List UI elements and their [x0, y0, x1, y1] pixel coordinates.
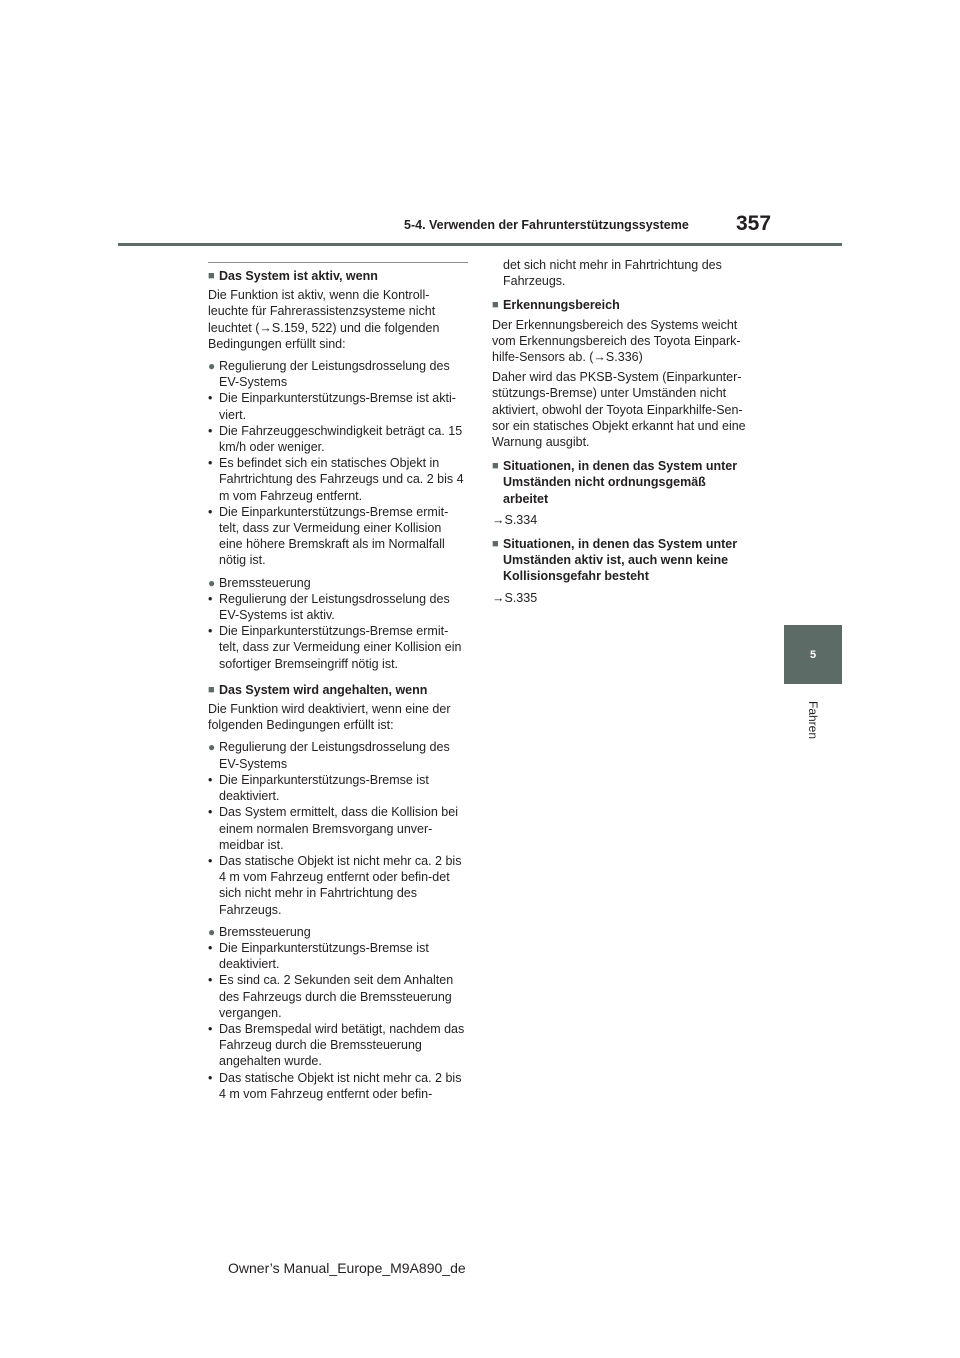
dot-bullet-icon: • [208, 391, 213, 406]
list-item [208, 423, 466, 455]
bullet-group-title-text: Bremssteuerung [219, 924, 311, 939]
dot-bullet-icon: • [208, 973, 213, 988]
bullet-group [208, 358, 466, 569]
sub-list [208, 390, 466, 568]
list-item-text: Die Einparkunterstützungs-Bremse ist akti-viert. [219, 391, 456, 422]
page-reference-link[interactable]: →S.335 [492, 590, 538, 605]
manual-id-footer: Owner’s Manual_Europe_M9A890_de [228, 1260, 466, 1276]
dot-bullet-icon: • [208, 1070, 213, 1085]
list-item-text: Das statische Objekt ist nicht mehr ca. 2 bis 4 m vom Fahrzeug entfernt oder befin- [219, 1070, 462, 1101]
list-item [208, 591, 466, 623]
square-bullet-icon: ■ [492, 538, 499, 551]
circle-bullet-icon: ● [208, 575, 216, 590]
section-heading-text: Das System wird angehalten, wenn [219, 682, 428, 697]
list-item-text: Die Einparkunterstützungs-Bremse ist deaktiviert. [219, 772, 429, 804]
dot-bullet-icon: • [208, 456, 213, 471]
section-heading [492, 297, 754, 313]
page-reference-link[interactable]: →S.334 [492, 512, 538, 527]
bullet-group-title-text: Regulierung der Leistungsdrosselung des EV-Systems [219, 740, 450, 771]
section-heading [208, 268, 466, 284]
list-item [208, 390, 466, 422]
list-item-text: Die Einparkunterstützungs-Bremse ermit-telt, dass zur Vermeidung einer Kollision ein sofortiger Bremseingriff nötig ist. [219, 624, 462, 671]
list-item-text: Die Einparkunterstützungs-Bremse ist deaktiviert. [219, 940, 429, 972]
list-item-text: Die Fahrzeuggeschwindigkeit beträgt ca. 15 km/h oder weniger. [219, 423, 463, 455]
bullet-group-title-text: Regulierung der Leistungsdrosselung des EV-Systems [219, 359, 450, 390]
section-heading [492, 458, 754, 507]
dot-bullet-icon: • [208, 624, 213, 639]
paragraph: Die Funktion wird deaktiviert, wenn eine der folgenden Bedingungen erfüllt ist: [208, 702, 451, 733]
bullet-group-title [208, 739, 466, 771]
list-item-text: Es befindet sich ein statisches Objekt in Fahrtrichtung des Fahrzeugs und ca. 2 bis 4 m vom Fahrzeug entfernt. [219, 456, 464, 503]
square-bullet-icon: ■ [208, 683, 215, 696]
dot-bullet-icon: • [208, 504, 213, 519]
section-title: 5-4. Verwenden der Fahrunterstützungssysteme [404, 218, 689, 232]
dot-bullet-icon: • [208, 853, 213, 868]
section-heading-text: Erkennungsbereich [503, 298, 620, 313]
dot-bullet-icon: • [208, 805, 213, 820]
dot-bullet-icon: • [208, 423, 213, 438]
list-item-text: Die Einparkunterstützungs-Bremse ermit-telt, dass zur Vermeidung einer Kollision eine höhere Bremskraft als im Normalfall nötig ist. [219, 504, 449, 568]
list-item-text: Das System ermittelt, dass die Kollision bei einem normalen Bremsvorgang unver-meidbar ist. [219, 805, 458, 852]
section-heading-text: Situationen, in denen das System unter Umständen nicht ordnungsgemäß arbeitet [503, 459, 738, 506]
sub-list [208, 940, 466, 1102]
list-item-text: Regulierung der Leistungsdrosselung des EV-Systems ist aktiv. [219, 591, 450, 623]
list-item [208, 804, 466, 853]
bullet-group-title [208, 358, 466, 390]
section-heading-text: Situationen, in denen das System unter Umständen aktiv ist, auch wenn keine Kollisionsgefahr besteht [503, 537, 738, 584]
square-bullet-icon: ■ [492, 299, 499, 312]
dot-bullet-icon: • [208, 591, 213, 606]
chapter-label-box [785, 690, 841, 750]
dot-bullet-icon: • [208, 772, 213, 787]
square-bullet-icon: ■ [208, 270, 215, 282]
left-column [208, 262, 466, 1102]
list-item [208, 972, 466, 1021]
section-rule [208, 262, 468, 263]
list-item [208, 623, 466, 672]
sub-list [208, 591, 466, 672]
list-item-text: Das statische Objekt ist nicht mehr ca. 2 bis 4 m vom Fahrzeug entfernt oder befin-det sich nicht mehr in Fahrtrichtung des Fahrzeugs. [219, 853, 462, 917]
page-number: 357 [736, 212, 772, 235]
section-heading [492, 536, 754, 585]
bullet-group [208, 575, 466, 672]
paragraph: Der Erkennungsbereich des Systems weicht vom Erkennungsbereich des Toyota Einpark-hilfe-Sensors ab. (→S.336) [492, 317, 741, 365]
list-item-text: Das Bremspedal wird betätigt, nachdem das Fahrzeug durch die Bremssteuerung angehalten wurde. [219, 1021, 465, 1069]
list-item [208, 455, 466, 504]
circle-bullet-icon: ● [208, 740, 216, 755]
chapter-label: Fahren [806, 700, 820, 740]
paragraph: Daher wird das PKSB-System (Einparkunter-stützungs-Bremse) unter Umständen nicht aktiviert, obwohl der Toyota Einparkhilfe-Sen-sor ein statisches Objekt erkannt hat und eine Warnung ausgibt. [492, 370, 746, 450]
continuation-text: det sich nicht mehr in Fahrtrichtung des Fahrzeugs. [503, 258, 722, 289]
bullet-group [208, 924, 466, 1102]
square-bullet-icon: ■ [492, 460, 499, 473]
list-item [208, 772, 466, 804]
chapter-number: 5 [809, 648, 817, 661]
circle-bullet-icon: ● [208, 924, 216, 939]
section-heading-text: Das System ist aktiv, wenn [219, 269, 378, 283]
list-item [208, 1021, 466, 1070]
circle-bullet-icon: ● [208, 359, 216, 374]
section-heading [208, 682, 466, 698]
bullet-group-title [208, 924, 466, 940]
chapter-tab[interactable] [784, 625, 842, 684]
list-item-text: Es sind ca. 2 Sekunden seit dem Anhalten des Fahrzeugs durch die Bremssteuerung vergangen. [219, 973, 454, 1020]
bullet-group-title [208, 575, 466, 591]
dot-bullet-icon: • [208, 1021, 213, 1036]
bullet-group [208, 739, 466, 917]
list-item [208, 504, 466, 569]
sub-list [208, 772, 466, 918]
list-item [208, 853, 466, 918]
paragraph: Die Funktion ist aktiv, wenn die Kontroll-leuchte für Fahrerassistenzsysteme nicht leuchtet (→S.159, 522) und die folgenden Bedingungen erfüllt sind: [208, 288, 440, 351]
header-rule [118, 243, 842, 246]
list-item [208, 940, 466, 972]
dot-bullet-icon: • [208, 940, 213, 955]
list-item [208, 1070, 466, 1102]
right-column [492, 257, 754, 606]
bullet-group-title-text: Bremssteuerung [219, 575, 311, 590]
